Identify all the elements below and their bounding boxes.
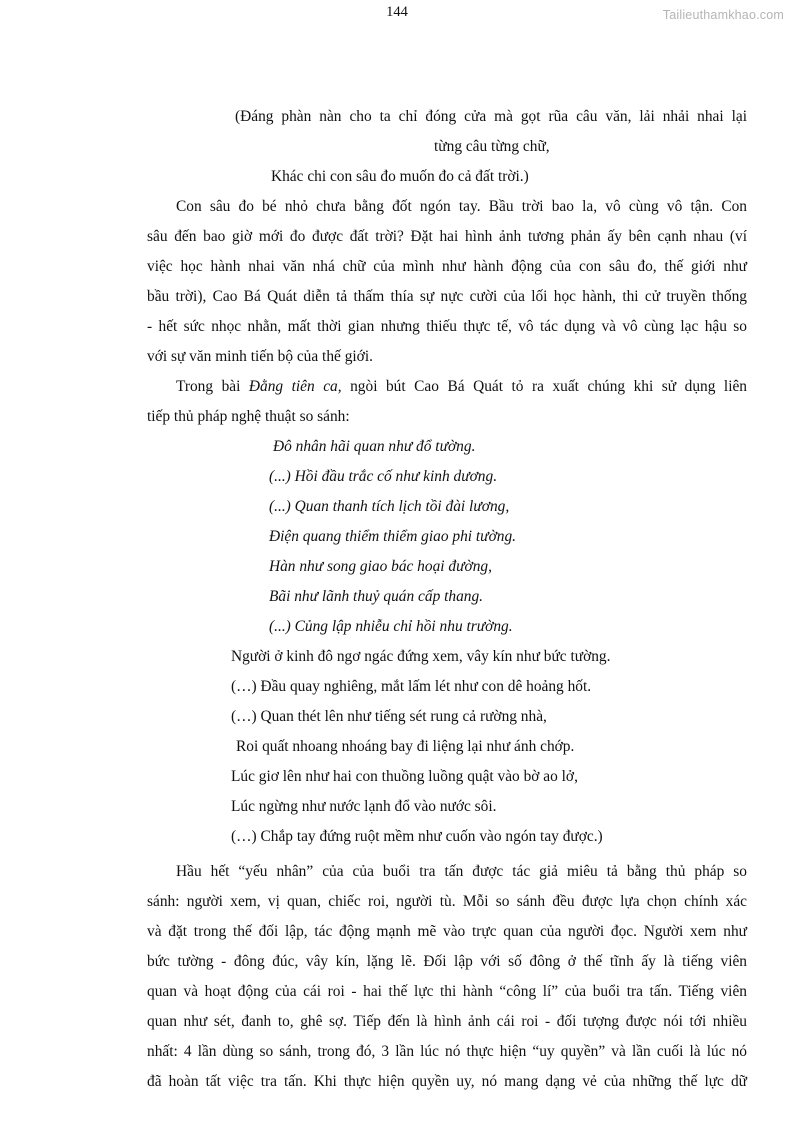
paragraph-line: đã hoàn tất việc tra tấn. Khi thực hiện quyền uy, nó mang dạng vẻ của những thế lực dữ: [147, 1073, 747, 1090]
poem-line: Hàn như song giao bác hoại đường,: [269, 558, 492, 575]
paragraph-line: bức tường - đông đúc, vây kín, lặng lẽ. Đối lập với số đông ở thế tĩnh ấy là tiếng viên: [147, 953, 747, 970]
quote-line: (Đáng phàn nàn cho ta chỉ đóng cửa mà gọt rũa câu văn, lải nhải nhai lại: [235, 108, 747, 125]
paragraph-line: bầu trời), Cao Bá Quát diễn tả thấm thía sự nực cười của lối học hành, thi cử truyền thống: [147, 288, 747, 305]
quote-line: từng câu từng chữ,: [434, 138, 550, 155]
paragraph-line: và đặt trong thế đối lập, tác động mạnh mẽ vào trực quan của người đọc. Người xem như: [147, 923, 747, 940]
paragraph-line: sánh: người xem, vị quan, chiếc roi, người tù. Mỗi so sánh đều được lựa chọn chính xác: [147, 893, 747, 910]
translation-line: (…) Đầu quay nghiêng, mắt lấm lét như con dê hoảng hốt.: [231, 678, 592, 695]
translation-line: (…) Chắp tay đứng ruột mềm như cuốn vào ngón tay được.): [231, 828, 603, 845]
translation-line: (…) Quan thét lên như tiếng sét rung cả rường nhà,: [231, 708, 547, 725]
poem-line: Bãi như lãnh thuỷ quán cấp thang.: [269, 588, 484, 605]
poem-line: (...) Củng lập nhiễu chỉ hồi nhu trường.: [269, 618, 513, 635]
paragraph-line: với sự văn minh tiến bộ của thế giới.: [147, 348, 373, 365]
translation-line: Người ở kinh đô ngơ ngác đứng xem, vây kín như bức tường.: [231, 648, 611, 665]
watermark: Tailieuthamkhao.com: [662, 8, 784, 22]
translation-line: Lúc giơ lên như hai con thuồng luồng quật vào bờ ao lở,: [231, 768, 578, 785]
paragraph-line: tiếp thủ pháp nghệ thuật so sánh:: [147, 408, 350, 425]
paragraph-line: - hết sức nhọc nhằn, mất thời gian nhưng thiếu thực tế, vô tác dụng và vô cùng lạc hậu so: [147, 318, 747, 335]
page-number: 144: [386, 4, 408, 20]
poem-title: Đằng tiên ca,: [248, 378, 342, 395]
paragraph-line: Con sâu đo bé nhỏ chưa bằng đốt ngón tay. Bầu trời bao la, vô cùng vô tận. Con: [176, 198, 747, 215]
translation-line: Roi quất nhoang nhoáng bay đi liệng lại như ánh chớp.: [236, 738, 575, 755]
poem-line: (...) Hồi đầu trắc cố như kinh dương.: [269, 468, 498, 485]
paragraph-line: nhất: 4 lần dùng so sánh, trong đó, 3 lần lúc nó thực hiện “uy quyền” và lần cuối là lúc nó: [147, 1043, 747, 1060]
poem-line: (...) Quan thanh tích lịch tồi đài lương,: [269, 498, 510, 515]
paragraph-line: sâu đến bao giờ mới đo được đất trời? Đặt hai hình ảnh tương phản ấy bên cạnh nhau (ví: [147, 228, 747, 245]
poem-line: Điện quang thiểm thiểm giao phi tường.: [269, 528, 517, 545]
quote-line: Khác chi con sâu đo muốn đo cả đất trời.): [271, 168, 529, 185]
translation-line: Lúc ngừng như nước lạnh đổ vào nước sôi.: [231, 798, 497, 815]
paragraph-line: Hầu hết “yếu nhân” của của buổi tra tấn được tác giả miêu tả bằng thủ pháp so: [176, 863, 747, 880]
paragraph-line: Trong bài Đằng tiên ca, ngòi bút Cao Bá Quát tỏ ra xuất chúng khi sử dụng liên: [176, 378, 747, 395]
poem-line: Đô nhân hãi quan như đổ tường.: [273, 438, 476, 455]
paragraph-line: việc học hành nhai văn nhá chữ của mình như hành động của con sâu đo, thế giới như: [147, 258, 747, 275]
paragraph-line: quan và hoạt động của cái roi - hai thế lực thi hành “công lí” của buổi tra tấn. Tiếng viên: [147, 983, 747, 1000]
paragraph-line: quan như sét, đanh to, ghê sợ. Tiếp đến là hình ảnh cái roi - đối tượng được nói tới nhiều: [147, 1013, 747, 1030]
